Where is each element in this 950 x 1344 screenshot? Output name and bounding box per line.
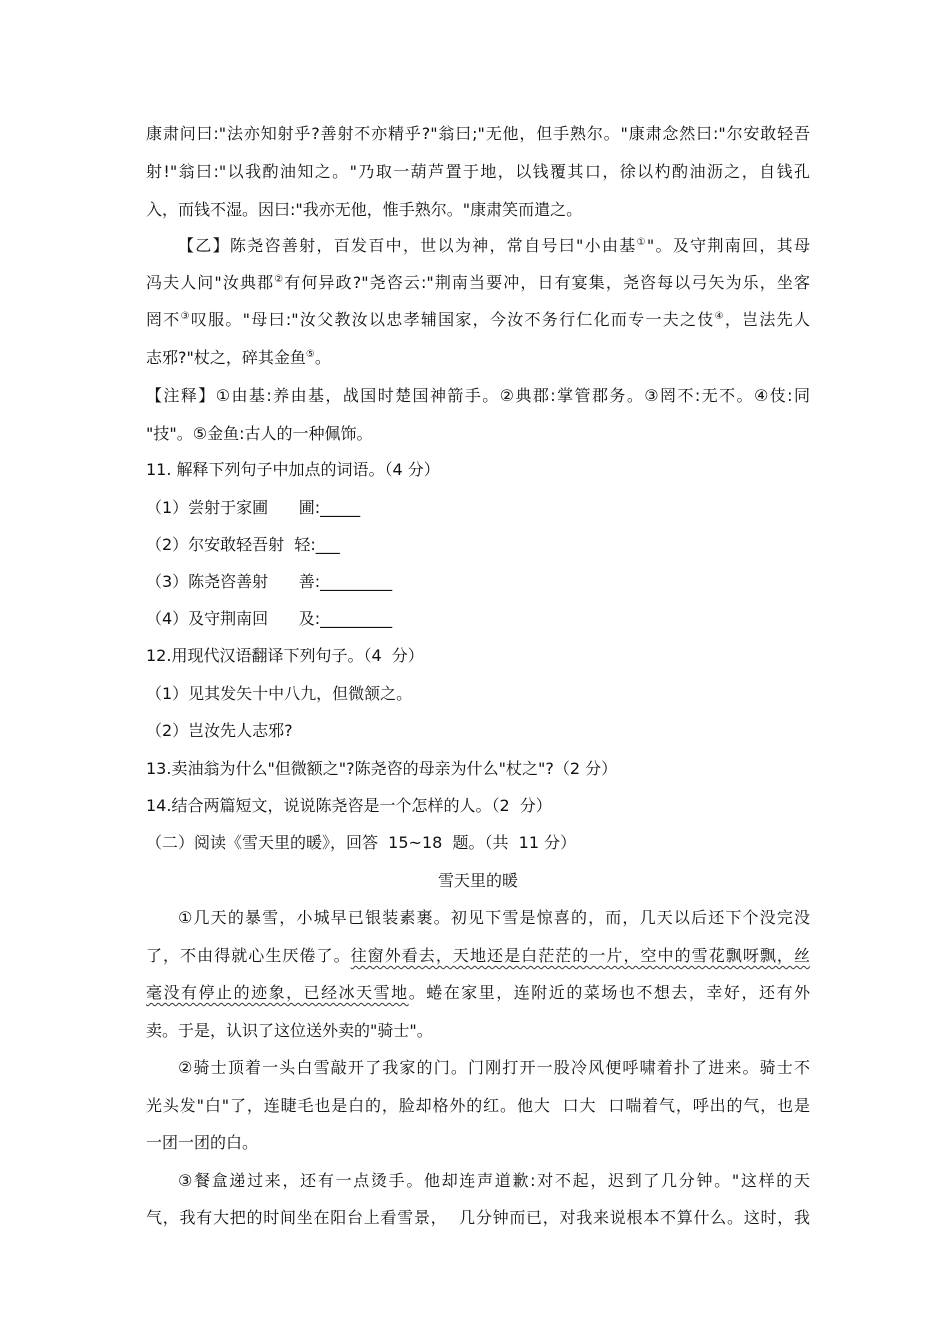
note-marker-3: ③ — [180, 311, 191, 322]
article-title: 雪天里的暖 — [437, 871, 518, 890]
jia-line-1: 康肃问曰:"法亦知射乎?善射不亦精乎?"翁曰;"无他，但手熟尔。"康肃念然曰:"尔安敢轻吾 — [146, 124, 810, 143]
notes-line-2: "技"。⑤金鱼:古人的一种佩饰。 — [146, 424, 373, 443]
question-11: 11. 解释下列句子中加点的词语。（4 分） — [146, 460, 440, 479]
yi-text: "。及守荆南回，其母 — [646, 236, 810, 255]
q11-item-3: （3）陈尧咨善射 善:_________ — [146, 572, 393, 591]
q12-item-1: （1）见其发矢十中八九，但微颔之。 — [146, 684, 413, 703]
q12-item-2: （2）岂汝先人志邪? — [146, 721, 293, 740]
article-p2-line-1: ②骑士顶着一头白雪敲开了我家的门。门刚打开一股冷风便呼啸着扑了进来。骑士不 — [178, 1058, 810, 1077]
q11-item-2: （2）尔安敢轻吾射 轻:___ — [146, 535, 340, 554]
note-marker-2: ② — [274, 274, 285, 285]
yi-text: 有何异政?"尧咨云:"荆南当要冲，日有宴集，尧咨每以弓矢为乐，坐客 — [284, 273, 810, 292]
jia-line-2: 射!"翁曰:"以我酌油知之。"乃取一葫芦置于地，以钱覆其口，徐以杓酌油沥之，自钱孔 — [146, 162, 810, 181]
wavy-underlined-sentence: 往窗外看去，天地还是白茫茫的一片，空中的雪花飘呀飘，丝 — [350, 946, 810, 965]
note-marker-4: ④ — [714, 311, 725, 322]
article-p3-line-1: ③餐盒递过来，还有一点烫手。他却连声道歉:对不起，迟到了几分钟。"这样的天 — [178, 1171, 810, 1190]
yi-line-3 — [146, 310, 810, 330]
section-2-heading: （二）阅读《雪天里的暖》，回答 15~18 题。（共 11 分） — [146, 833, 577, 852]
article-p1-line-2 — [146, 946, 810, 966]
yi-text: 罔不 — [146, 310, 181, 329]
article-p1-line-1: ①几天的暴雪，小城早已银装素裹。初见下雪是惊喜的，而，几天以后还下个没完没 — [178, 908, 810, 927]
yi-text: 叹服。"母曰:"汝父教汝以忠孝辅国家，今汝不务行仁化而专一夫之伎 — [190, 310, 715, 329]
notes-line-1: 【注释】①由基:养由基，战国时楚国神箭手。②典郡:掌管郡务。③罔不:无不。④伎:同 — [146, 386, 810, 405]
article-p3-line-2: 气，我有大把的时间坐在阳台上看雪景， 几分钟而已，对我来说根本不算什么。这时，我 — [146, 1208, 810, 1227]
yi-text: 志邪?"杖之，碎其金鱼 — [146, 348, 306, 367]
article-p1-line-3 — [146, 983, 810, 1003]
article-text: 了，不由得就心生厌倦了。 — [146, 946, 351, 965]
yi-line-2 — [146, 273, 810, 293]
article-text: 。蜷在家里，连附近的菜场也不想去，幸好，还有外 — [408, 983, 810, 1002]
yi-line-1 — [178, 236, 810, 256]
article-p1-line-4: 卖。于是，认识了这位送外卖的"骑士"。 — [146, 1021, 433, 1040]
wavy-underlined-sentence: 毫没有停止的迹象，已经冰天雪地 — [146, 983, 409, 1002]
yi-line-4 — [146, 348, 810, 368]
article-p2-line-3: 一团一团的白。 — [146, 1133, 259, 1152]
yi-text: 【乙】陈尧咨善射，百发百中，世以为神，常自号曰"小由基 — [178, 236, 637, 255]
yi-text: 冯夫人问"汝典郡 — [146, 273, 275, 292]
note-marker-1: ① — [636, 237, 647, 248]
yi-text: 。 — [314, 348, 331, 367]
q11-item-1: （1）尝射于家圃 圃:_____ — [146, 498, 361, 517]
question-14: 14.结合两篇短文，说说陈尧咨是一个怎样的人。（2 分） — [146, 796, 552, 815]
article-p2-line-2: 光头发"白"了，连睫毛也是白的，脸却格外的红。他大 口大 口喘着气，呼出的气，也是 — [146, 1096, 810, 1115]
q11-item-4: （4）及守荆南回 及:_________ — [146, 609, 393, 628]
question-13: 13.卖油翁为什么"但微额之"?陈尧咨的母亲为什么"杖之"?（2 分） — [146, 759, 618, 778]
jia-line-3: 入，而钱不湿。因曰:"我亦无他，惟手熟尔。"康肃笑而遣之。 — [146, 200, 583, 219]
question-12: 12.用现代汉语翻译下列句子。（4 分） — [146, 646, 424, 665]
note-marker-5: ⑤ — [305, 349, 315, 360]
yi-text: ，岂法先人 — [724, 310, 810, 329]
